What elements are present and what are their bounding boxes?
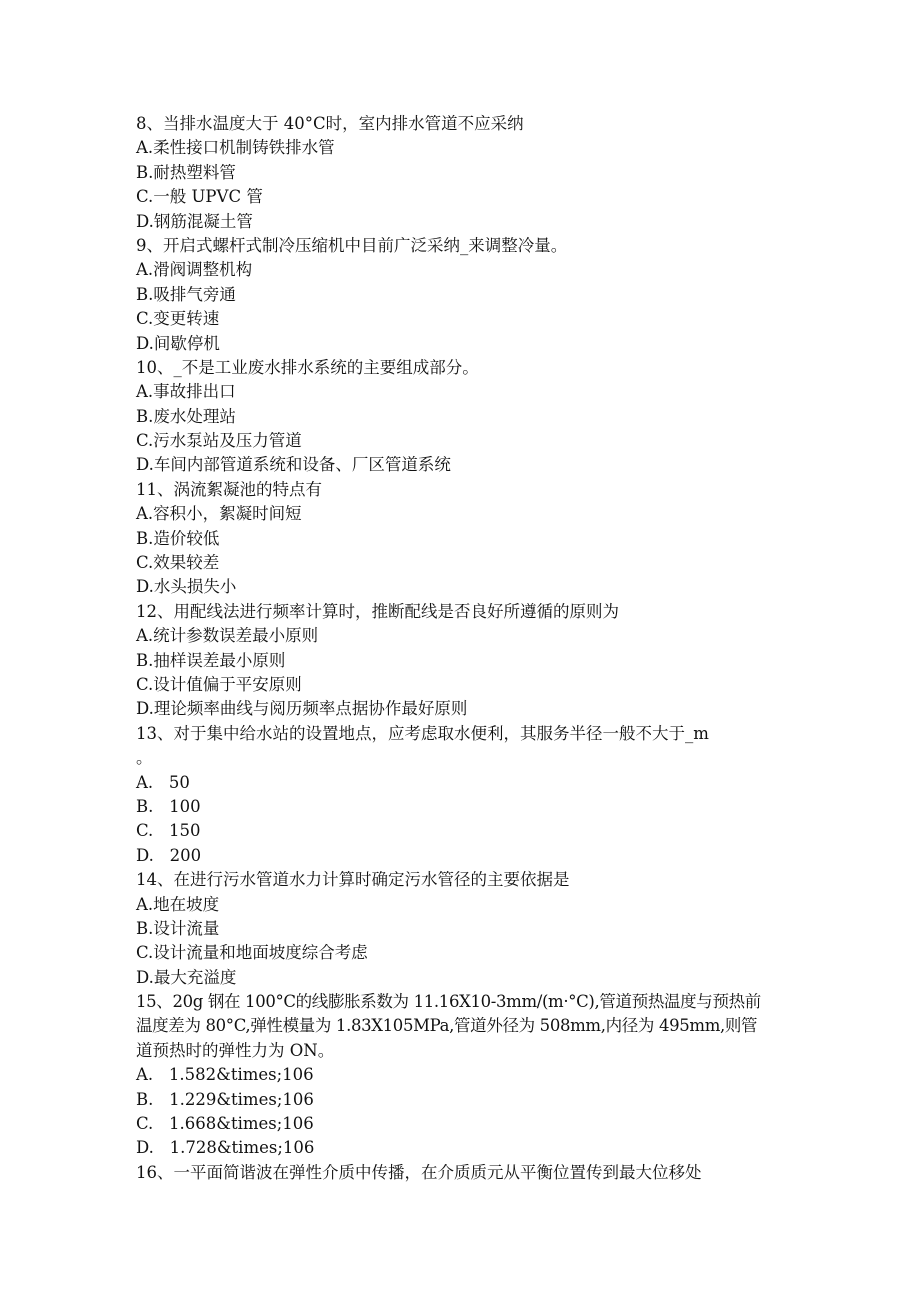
option-b: B. 1.229&times;106	[136, 1089, 314, 1109]
option-c: C. 150	[136, 821, 201, 841]
option-d: D. 200	[136, 845, 202, 865]
option-d: D.水头损失小	[136, 577, 237, 597]
option-a: A. 50	[136, 772, 190, 792]
question-9	[136, 234, 776, 356]
question-stem-line-3: 道预热时的弹性力为 ON。	[136, 1040, 335, 1060]
question-stem-line-2: 温度差为 80°C,弹性模量为 1.83X105MPa,管道外径为 508mm,内径为 495mm,则管	[136, 1016, 758, 1036]
option-d: D.钢筋混凝土管	[136, 211, 253, 231]
question-13	[136, 722, 776, 868]
option-c: C.变更转速	[136, 309, 220, 329]
question-11	[136, 478, 776, 600]
question-8	[136, 112, 776, 234]
question-stem: 8、当排水温度大于 40°C时，室内排水管道不应采纳	[136, 114, 524, 133]
option-a: A. 1.582&times;106	[136, 1065, 314, 1085]
question-list	[136, 112, 776, 1185]
option-c: C.一般 UPVC 管	[136, 187, 263, 207]
option-a: A.容积小，絮凝时间短	[136, 504, 302, 524]
question-stem-line-2: 。	[136, 748, 153, 768]
question-12	[136, 600, 776, 722]
question-16	[136, 1161, 776, 1185]
option-a: A.柔性接口机制铸铁排水管	[136, 138, 335, 158]
option-d: D.间歇停机	[136, 333, 220, 353]
option-a: A.事故排出口	[136, 382, 236, 402]
option-d: D.最大充溢度	[136, 967, 237, 987]
option-b: B.耐热塑料管	[136, 162, 236, 182]
question-stem: 12、用配线法进行频率计算时，推断配线是否良好所遵循的原则为	[136, 601, 619, 621]
question-stem-line-1: 13、对于集中给水站的设置地点，应考虑取水便利，其服务半径一般不大于_m	[136, 723, 709, 743]
option-b: B.废水处理站	[136, 406, 236, 426]
option-b: B.设计流量	[136, 918, 220, 938]
option-d: D. 1.728&times;106	[136, 1138, 315, 1158]
question-stem: 14、在进行污水管道水力计算时确定污水管径的主要依据是	[136, 870, 570, 890]
question-stem: 16、一平面简谐波在弹性介质中传播，在介质质元从平衡位置传到最大位移处	[136, 1162, 702, 1182]
option-b: B. 100	[136, 796, 201, 816]
option-c: C.设计流量和地面坡度综合考虑	[136, 943, 368, 963]
option-a: A.地在坡度	[136, 894, 220, 914]
question-14	[136, 868, 776, 990]
question-stem: 11、涡流絮凝池的特点有	[136, 479, 322, 499]
option-d: D.车间内部管道系统和设备、厂区管道系统	[136, 455, 451, 475]
question-stem: 10、_不是工业废水排水系统的主要组成部分。	[136, 357, 479, 377]
question-stem-line-1: 15、20g 钢在 100°C的线膨胀系数为 11.16X10-3mm/(m·°C),管道预热温度与预热前	[136, 992, 761, 1012]
option-c: C.污水泵站及压力管道	[136, 431, 302, 451]
option-c: C.效果较差	[136, 553, 220, 573]
option-d: D.理论频率曲线与阅历频率点据协作最好原则	[136, 699, 468, 719]
option-a: A.统计参数误差最小原则	[136, 626, 319, 646]
option-a: A.滑阀调整机构	[136, 260, 253, 280]
option-c: C. 1.668&times;106	[136, 1114, 314, 1134]
question-stem: 9、开启式螺杆式制冷压缩机中目前广泛采纳_来调整冷量。	[136, 235, 568, 255]
option-b: B.吸排气旁通	[136, 284, 236, 304]
question-10	[136, 356, 776, 478]
option-b: B.造价较低	[136, 528, 220, 548]
option-b: B.抽样误差最小原则	[136, 650, 286, 670]
question-15	[136, 990, 776, 1161]
option-c: C.设计值偏于平安原则	[136, 674, 302, 694]
